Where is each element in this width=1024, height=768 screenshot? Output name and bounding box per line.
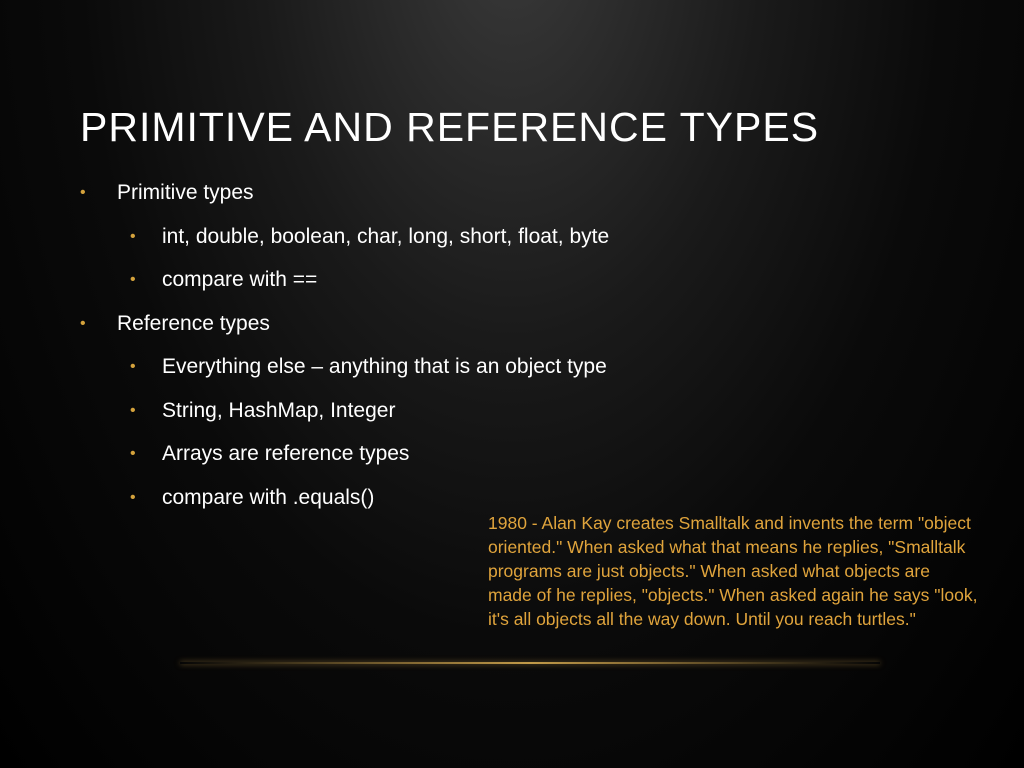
bullet-icon: • bbox=[130, 271, 136, 288]
history-note: 1980 - Alan Kay creates Smalltalk and invents the term "object oriented." When asked what that means he replies, "Smalltalk programs are just objects." When asked what objects are made of he replies, "objects." When asked again he says "look, it's all objects all the way down. Until you reach turtles." bbox=[488, 513, 978, 629]
bullet-text: Reference types bbox=[117, 311, 270, 335]
bullet-icon: • bbox=[130, 445, 136, 462]
bullet-text: Primitive types bbox=[117, 181, 254, 204]
bullet-icon: • bbox=[80, 184, 86, 201]
bullet-icon: • bbox=[130, 358, 136, 375]
slide-title: PRIMITIVE AND REFERENCE TYPES bbox=[80, 104, 820, 150]
sub-bullet-item bbox=[80, 269, 780, 313]
bullet-icon: • bbox=[130, 227, 136, 245]
sub-bullet-item bbox=[80, 443, 780, 487]
bullet-text: compare with .equals() bbox=[162, 485, 375, 509]
sub-bullet-item bbox=[80, 226, 780, 270]
bullet-text: Everything else – anything that is an object type bbox=[162, 355, 607, 378]
sub-bullet-item bbox=[80, 400, 780, 444]
bullet-text: compare with == bbox=[162, 268, 318, 291]
decorative-divider bbox=[180, 662, 880, 664]
bullet-icon: • bbox=[130, 488, 136, 506]
bullet-item bbox=[80, 182, 780, 226]
bullet-text: Arrays are reference types bbox=[162, 442, 410, 465]
bullet-icon: • bbox=[80, 314, 86, 332]
bullet-list bbox=[80, 182, 780, 530]
bullet-text: String, HashMap, Integer bbox=[162, 398, 396, 422]
bullet-text: int, double, boolean, char, long, short, float, byte bbox=[162, 224, 610, 248]
bullet-item bbox=[80, 313, 780, 357]
bullet-icon: • bbox=[130, 401, 136, 419]
sub-bullet-item bbox=[80, 356, 780, 400]
